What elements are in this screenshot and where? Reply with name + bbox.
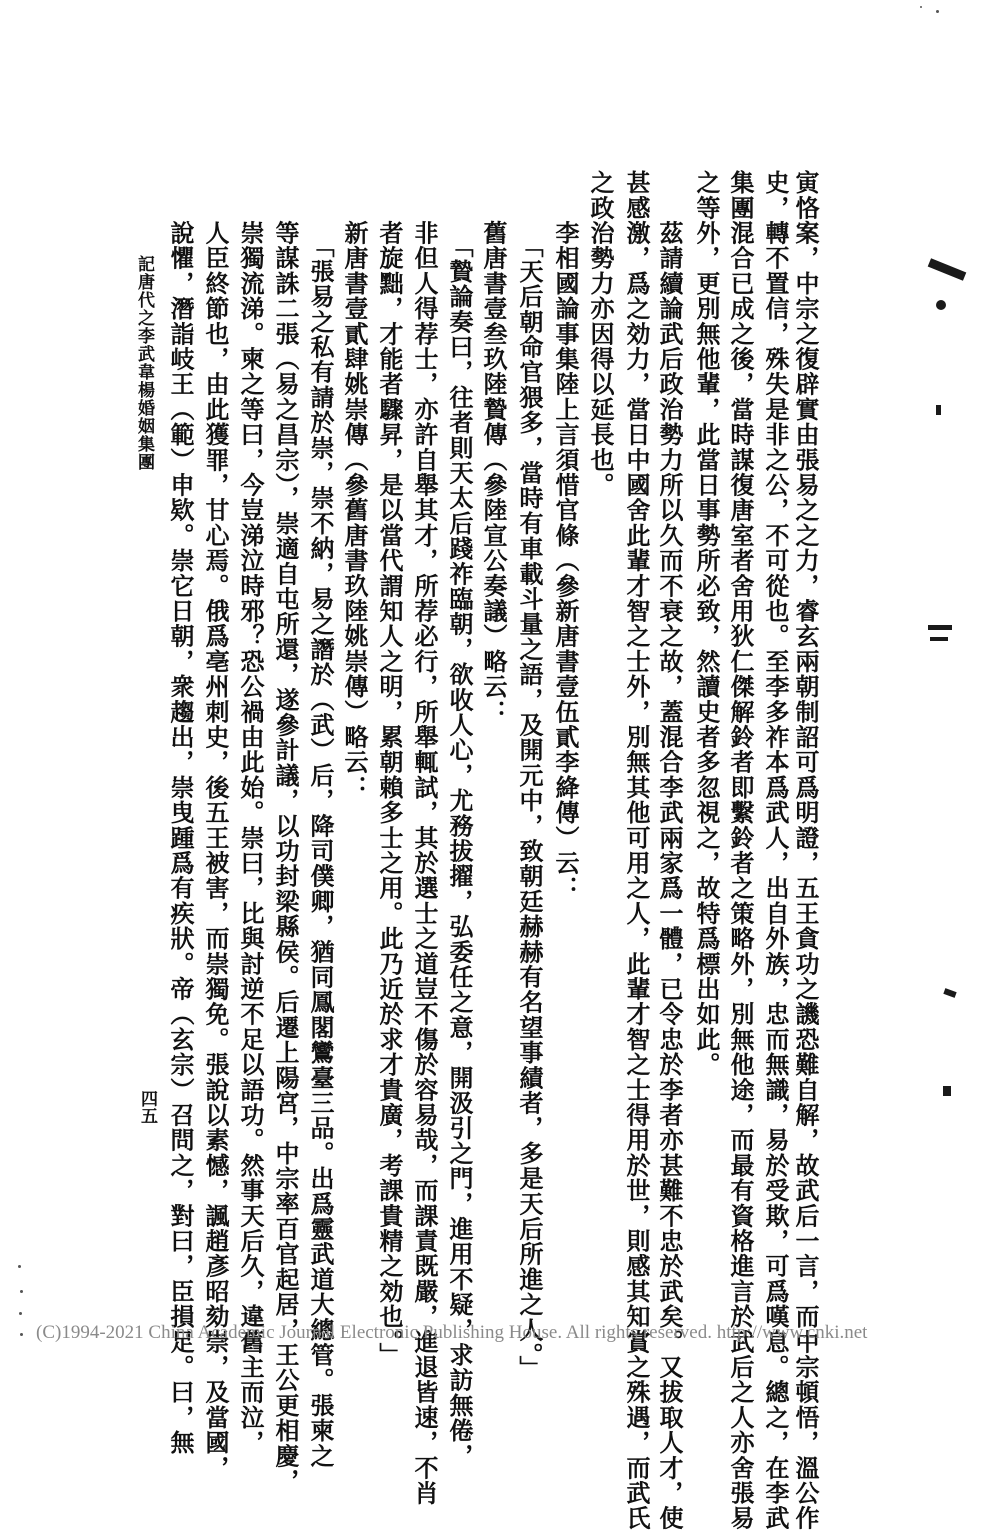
scan-mark <box>928 625 952 630</box>
page-number: 四五 <box>137 1090 157 1124</box>
text-column: 者旋黜，才能者驟昇，是以當代謂知人之明，累朝賴多士之用。此乃近於求才貴廣，考課貴精之効也。」 <box>375 170 404 1368</box>
scan-speck <box>20 1333 23 1336</box>
text-column: 說懼，潛詣岐王（範）申欵。崇它日朝，衆趨出，崇曳踵爲有疾狀。帝（玄宗）召問之，對曰，臣損足。曰，無 <box>166 170 195 1456</box>
text-column: 崇獨流涕。柬之等曰，今豈涕泣時邪？恐公禍由此始。崇曰，比與討逆不足以語功。然事天后久，違舊主而泣， <box>236 170 265 1456</box>
scan-speck <box>936 10 939 13</box>
scan-mark <box>936 300 946 310</box>
text-column: 等謀誅二張（易之昌宗），崇適自屯所還，遂參計議，以功封梁縣侯。后遷上陽宮，中宗率百官起居，王公更相慶， <box>271 170 300 1494</box>
text-column: 「天后朝命官猥多，當時有車載斗量之語，及開元中，致朝廷赫赫有名望事績者，多是天后所進之人。」 <box>515 170 544 1381</box>
text-column: 之政治勢力亦因得以延長也。 <box>586 170 615 498</box>
copyright-footer: (C)1994-2021 China Academic Journal Electronic Publishing House. All rights reserved. http://www.cnki.net <box>36 1322 868 1343</box>
scan-mark <box>936 405 941 415</box>
text-column: 非但人得荐士，亦許自舉其才，所荐必行，所舉輒試，其於選士之道豈不傷於容易哉，而課責既嚴，進退皆速，不肖 <box>410 170 439 1506</box>
text-column: 史，轉不置信，殊失是非之公，不可從也。至李多祚本爲武人，出自外族，忠而無識，易於受欺，可爲嘆息。總之，在李武 <box>761 170 790 1531</box>
text-column: 新唐書壹貳肆姚崇傳（參舊唐書玖陸姚崇傳）略云： <box>340 170 369 800</box>
scan-speck <box>20 1290 23 1293</box>
text-column: 甚感激，爲之効力，當日中國舍此輩才智之士外，別無其他可用之人，此輩才智之士得用於世，則感其知賞之殊遇，而武氏 <box>622 170 651 1531</box>
text-column: 「贄論奏曰，往者則天太后踐祚臨朝，欲收人心，尤務拔擢，弘委任之意，開汲引之門，進用不疑，求訪無倦， <box>445 170 474 1469</box>
scan-speck <box>19 1312 22 1315</box>
text-column: 之等外，更別無他輩，此當日事勢所必致，然讀史者多忽視之，故特爲標出如此。 <box>692 170 721 1078</box>
text-column: 舊唐書壹叁玖陸贄傳（參陸宣公奏議）略云： <box>479 170 508 725</box>
text-column: 人臣終節也，由此獲罪，甘心焉。俄爲亳州刺史，後五王被害，而崇獨免。張說以素憾，諷趙彥昭劾崇，及當國， <box>201 170 230 1481</box>
text-column: 茲請續論武后政治勢力所以久而不衰之故，蓋混合李武兩家爲一體，已令忠於李者亦甚難不忠於武矣。又拔取人才，使 <box>655 170 684 1531</box>
scan-mark <box>928 258 967 281</box>
running-title: 記唐代之李武韋楊婚姻集團 <box>134 255 154 471</box>
scan-mark <box>930 637 948 641</box>
scan-mark <box>943 1086 951 1096</box>
scan-speck <box>18 1265 21 1268</box>
text-column: 集團混合已成之後，當時謀復唐室者舍用狄仁傑解鈴者即繫鈴者之策略外，別無他途，而最有資格進言於武后之人亦舍張易 <box>726 170 755 1531</box>
text-column: 「張易之私有請於崇，崇不納，易之譖於（武）后，降司僕卿，猶同鳳閣鸞臺三品。出爲靈武道大總管。張柬之 <box>306 170 335 1469</box>
text-column: 寅恪案，中宗之復辟實由張易之之力，睿玄兩朝制詔可爲明證，五王貪功之譏恐難自解，故武后一言，而中宗頓悟，溫公作 <box>791 170 820 1531</box>
scan-mark <box>943 988 956 998</box>
text-column: 李相國論事集陸上言須惜官條（參新唐書壹伍貳李絳傳）云： <box>551 170 580 901</box>
scan-speck <box>920 6 922 8</box>
